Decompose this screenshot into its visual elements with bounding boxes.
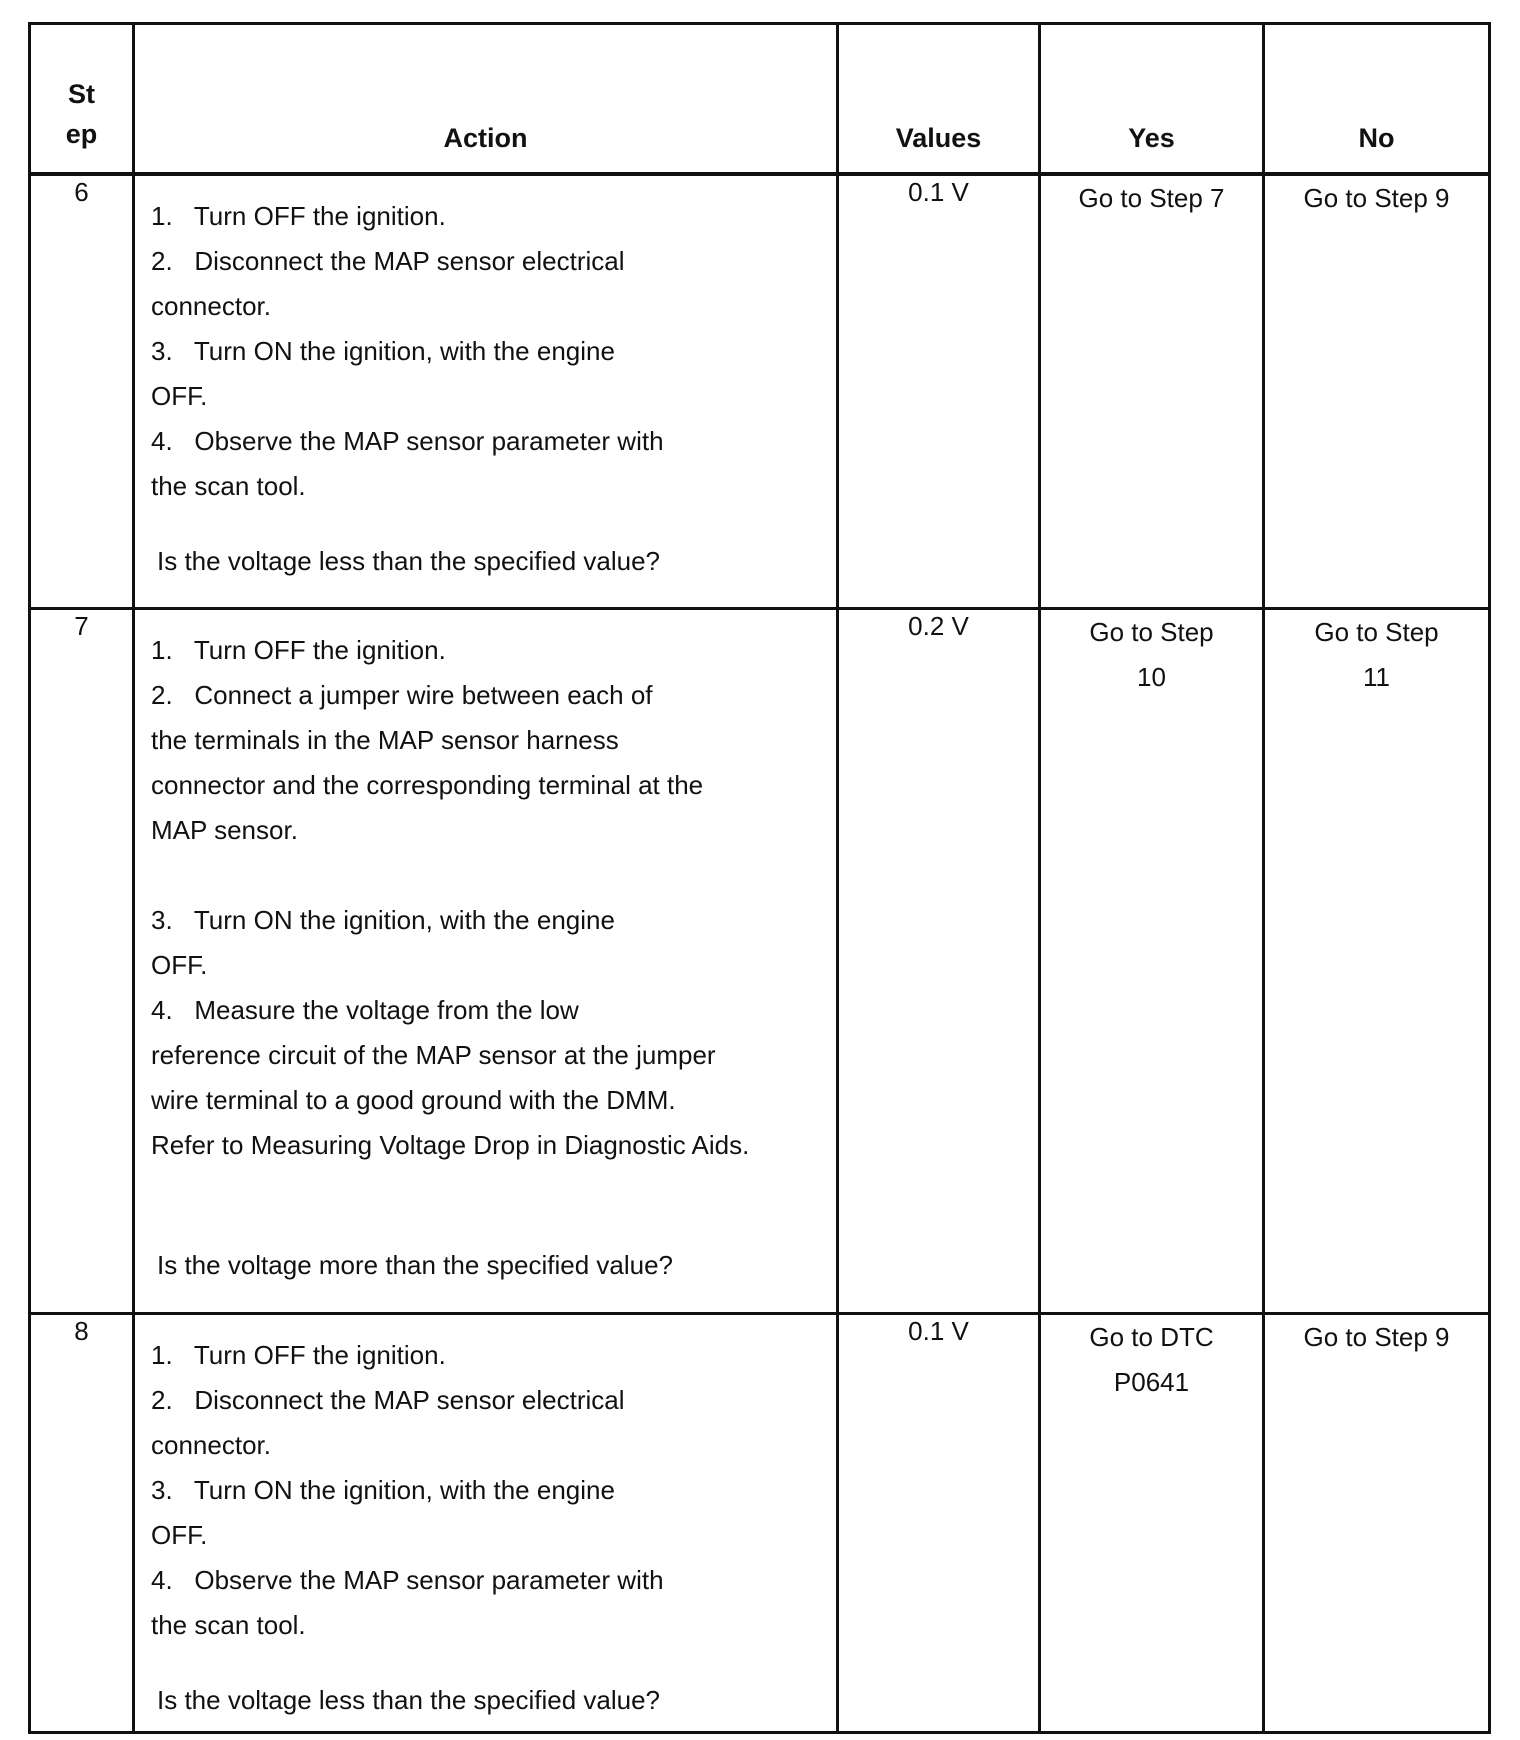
diagnostic-steps-table <box>28 22 1491 1734</box>
no-result <box>1264 174 1490 609</box>
header-step-line2: ep <box>65 118 98 149</box>
action-line: connector. <box>151 290 271 321</box>
yes-result <box>1040 174 1264 609</box>
specified-value: 0.1 V <box>838 174 1040 609</box>
no-result-line: Go to Step 9 <box>1303 182 1450 213</box>
header-no: No <box>1264 24 1490 174</box>
header-step-line1: St <box>68 78 95 109</box>
action-line: 3. Turn ON the ignition, with the engine <box>151 335 615 366</box>
action-line: 1. Turn OFF the ignition. <box>151 1340 446 1370</box>
table-row <box>30 174 1490 609</box>
yes-result-line: Go to DTC <box>1089 1322 1214 1352</box>
action-question: Is the voltage less than the specified value? <box>157 1685 660 1715</box>
no-result <box>1264 1314 1490 1733</box>
action-cell <box>134 174 838 609</box>
header-step <box>30 24 134 174</box>
action-line: the scan tool. <box>151 470 306 501</box>
action-question: Is the voltage less than the specified value? <box>157 545 660 576</box>
table-row <box>30 1314 1490 1733</box>
blank-line <box>151 853 820 898</box>
action-cell <box>134 1314 838 1733</box>
no-result <box>1264 609 1490 1314</box>
header-action: Action <box>134 24 838 174</box>
action-line: 2. Disconnect the MAP sensor electrical <box>151 245 625 276</box>
header-values: Values <box>838 24 1040 174</box>
specified-value: 0.1 V <box>838 1314 1040 1733</box>
action-line: 2. Disconnect the MAP sensor electrical <box>151 1385 625 1415</box>
diagnostic-table-document <box>28 22 1488 1717</box>
yes-result-line: Go to Step 7 <box>1078 182 1225 213</box>
action-line: connector and the corresponding terminal at the <box>151 770 704 800</box>
yes-result-line: Go to Step <box>1089 617 1214 647</box>
yes-result-line: P0641 <box>1113 1367 1190 1397</box>
action-line: 3. Turn ON the ignition, with the engine <box>151 905 615 935</box>
table-header-row <box>30 24 1490 174</box>
header-yes: Yes <box>1040 24 1264 174</box>
step-number: 7 <box>30 609 134 1314</box>
action-line: MAP sensor. <box>151 815 298 845</box>
action-line: 1. Turn OFF the ignition. <box>151 635 446 665</box>
question-spacer <box>151 509 820 539</box>
no-result-line: Go to Step <box>1314 617 1439 647</box>
action-line: wire terminal to a good ground with the DMM. <box>151 1085 676 1115</box>
action-line: 1. Turn OFF the ignition. <box>151 200 446 231</box>
action-line: the scan tool. <box>151 1610 306 1640</box>
action-line: 4. Observe the MAP sensor parameter with <box>151 425 664 456</box>
action-line: connector. <box>151 1430 271 1460</box>
yes-result <box>1040 1314 1264 1733</box>
action-line: OFF. <box>151 380 208 411</box>
question-spacer <box>151 1648 820 1678</box>
no-result-line: 11 <box>1363 662 1390 692</box>
action-line: 4. Measure the voltage from the low <box>151 995 579 1025</box>
action-line: 3. Turn ON the ignition, with the engine <box>151 1475 615 1505</box>
action-line: Refer to Measuring Voltage Drop in Diagnostic Aids. <box>151 1130 750 1160</box>
action-line: OFF. <box>151 1520 208 1550</box>
table-row <box>30 609 1490 1314</box>
action-cell <box>134 609 838 1314</box>
no-result-line: Go to Step 9 <box>1303 1322 1450 1352</box>
yes-result <box>1040 609 1264 1314</box>
step-number: 8 <box>30 1314 134 1733</box>
action-line: the terminals in the MAP sensor harness <box>151 725 619 755</box>
yes-result-line: 10 <box>1137 662 1166 692</box>
step-number: 6 <box>30 174 134 609</box>
action-line: 4. Observe the MAP sensor parameter with <box>151 1565 664 1595</box>
specified-value: 0.2 V <box>838 609 1040 1314</box>
action-line: OFF. <box>151 950 208 980</box>
action-question: Is the voltage more than the specified value? <box>157 1250 673 1280</box>
action-line: 2. Connect a jumper wire between each of <box>151 680 653 710</box>
question-spacer <box>151 1168 820 1243</box>
action-line: reference circuit of the MAP sensor at the jumper <box>151 1040 716 1070</box>
